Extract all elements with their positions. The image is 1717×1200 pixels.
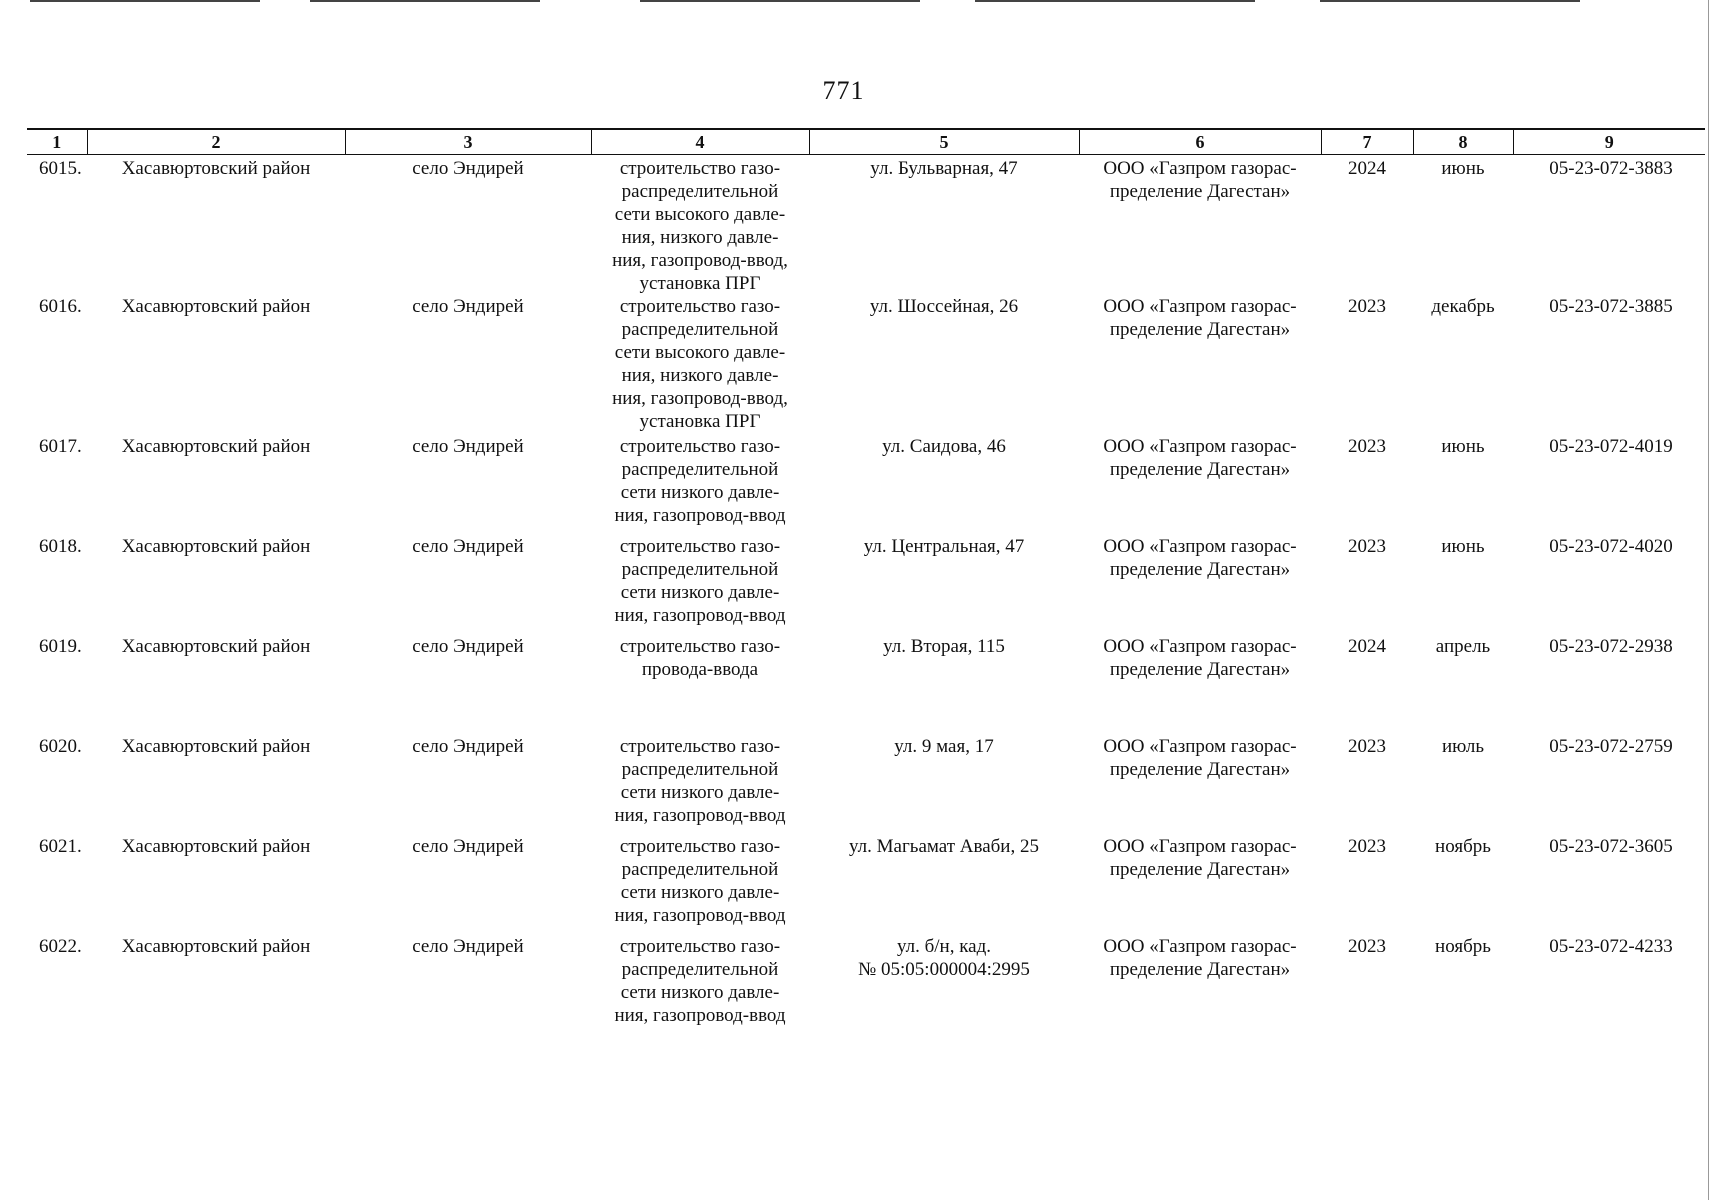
row-number: 6015.: [39, 158, 82, 179]
column-header: 1: [27, 129, 87, 155]
organization-cell: ООО «Газпром газорас- пределение Дагестан»: [1103, 836, 1297, 880]
district-cell: Хасавюртовский район: [121, 296, 311, 317]
column-header: 8: [1413, 129, 1513, 155]
year-cell: 2023: [1348, 436, 1386, 457]
table-row: [27, 155, 1705, 296]
district-cell: Хасавюртовский район: [121, 436, 311, 457]
month-cell: июнь: [1441, 436, 1485, 457]
scan-edge-mark: [310, 0, 540, 2]
code-cell: 05-23-072-4020: [1549, 536, 1673, 557]
address-cell: ул. Бульварная, 47: [870, 158, 1018, 179]
code-cell: 05-23-072-3883: [1549, 158, 1673, 179]
settlement-cell: село Эндирей: [412, 536, 524, 557]
description-cell: строительство газо- распределительной сети высокого давле- ния, низкого давле- ния, газопровод-ввод, установка ПРГ: [612, 296, 788, 432]
month-cell: декабрь: [1431, 296, 1495, 317]
settlement-cell: село Эндирей: [412, 636, 524, 657]
district-cell: Хасавюртовский район: [121, 158, 311, 179]
month-cell: июнь: [1441, 158, 1485, 179]
district-cell: Хасавюртовский район: [121, 636, 311, 657]
table-row: [27, 635, 1705, 735]
row-number: 6021.: [39, 836, 82, 857]
description-cell: строительство газо- распределительной сети низкого давле- ния, газопровод-ввод: [614, 436, 786, 526]
settlement-cell: село Эндирей: [412, 736, 524, 757]
district-cell: Хасавюртовский район: [121, 736, 311, 757]
column-header: 5: [809, 129, 1079, 155]
description-cell: строительство газо- распределительной сети низкого давле- ния, газопровод-ввод: [614, 536, 786, 626]
code-cell: 05-23-072-2759: [1549, 736, 1673, 757]
description-cell: строительство газо- распределительной сети низкого давле- ния, газопровод-ввод: [614, 936, 786, 1026]
table-row: [27, 295, 1705, 435]
column-header: 6: [1079, 129, 1321, 155]
row-number: 6016.: [39, 296, 82, 317]
code-cell: 05-23-072-4019: [1549, 436, 1673, 457]
table-row: [27, 735, 1705, 835]
code-cell: 05-23-072-4233: [1549, 936, 1673, 957]
address-cell: ул. 9 мая, 17: [894, 736, 994, 757]
district-cell: Хасавюртовский район: [121, 836, 311, 857]
settlement-cell: село Эндирей: [412, 936, 524, 957]
scan-right-edge: [1708, 0, 1709, 1200]
year-cell: 2023: [1348, 736, 1386, 757]
description-cell: строительство газо- распределительной сети низкого давле- ния, газопровод-ввод: [614, 836, 786, 926]
code-cell: 05-23-072-3605: [1549, 836, 1673, 857]
scan-edge-mark: [640, 0, 920, 2]
year-cell: 2024: [1348, 158, 1386, 179]
code-cell: 05-23-072-2938: [1549, 636, 1673, 657]
row-number: 6017.: [39, 436, 82, 457]
address-cell: ул. Шоссейная, 26: [869, 296, 1019, 317]
code-cell: 05-23-072-3885: [1549, 296, 1673, 317]
row-number: 6022.: [39, 936, 82, 957]
month-cell: июль: [1441, 736, 1485, 757]
year-cell: 2024: [1348, 636, 1386, 657]
year-cell: 2023: [1348, 936, 1386, 957]
organization-cell: ООО «Газпром газорас- пределение Дагестан»: [1103, 296, 1297, 340]
address-cell: ул. Вторая, 115: [883, 636, 1005, 657]
scan-edge-mark: [1320, 0, 1580, 2]
district-cell: Хасавюртовский район: [121, 936, 311, 957]
scan-edge-mark: [975, 0, 1255, 2]
table-row: [27, 935, 1705, 1035]
year-cell: 2023: [1348, 296, 1386, 317]
month-cell: апрель: [1435, 636, 1491, 657]
registry-table: [27, 128, 1705, 1035]
organization-cell: ООО «Газпром газорас- пределение Дагестан»: [1103, 536, 1297, 580]
row-number: 6019.: [39, 636, 82, 657]
organization-cell: ООО «Газпром газорас- пределение Дагестан»: [1103, 436, 1297, 480]
address-cell: ул. Саидова, 46: [882, 436, 1006, 457]
column-header: 7: [1321, 129, 1413, 155]
column-header: 2: [87, 129, 345, 155]
settlement-cell: село Эндирей: [412, 158, 524, 179]
settlement-cell: село Эндирей: [412, 436, 524, 457]
organization-cell: ООО «Газпром газорас- пределение Дагестан»: [1103, 936, 1297, 980]
row-number: 6018.: [39, 536, 82, 557]
address-cell: ул. Центральная, 47: [863, 536, 1025, 557]
year-cell: 2023: [1348, 836, 1386, 857]
organization-cell: ООО «Газпром газорас- пределение Дагестан»: [1103, 736, 1297, 780]
description-cell: строительство газо- провода-ввода: [619, 636, 781, 680]
column-header: 9: [1513, 129, 1705, 155]
address-cell: ул. Магьамат Аваби, 25: [849, 836, 1039, 857]
scan-edge-mark: [30, 0, 260, 2]
description-cell: строительство газо- распределительной сети низкого давле- ния, газопровод-ввод: [614, 736, 786, 826]
address-cell: ул. б/н, кад. № 05:05:000004:2995: [858, 936, 1030, 980]
settlement-cell: село Эндирей: [412, 296, 524, 317]
district-cell: Хасавюртовский район: [121, 536, 311, 557]
month-cell: июнь: [1441, 536, 1485, 557]
month-cell: ноябрь: [1435, 836, 1491, 857]
column-header: 4: [591, 129, 809, 155]
organization-cell: ООО «Газпром газорас- пределение Дагестан»: [1103, 636, 1297, 680]
organization-cell: ООО «Газпром газорас- пределение Дагестан»: [1103, 158, 1297, 202]
table-row: [27, 435, 1705, 535]
column-header: 3: [345, 129, 591, 155]
table-row: [27, 835, 1705, 935]
description-cell: строительство газо- распределительной сети высокого давле- ния, низкого давле- ния, газопровод-ввод, установка ПРГ: [612, 158, 788, 294]
header-row: [27, 129, 1705, 155]
settlement-cell: село Эндирей: [412, 836, 524, 857]
table-row: [27, 535, 1705, 635]
page-number: 771: [822, 76, 865, 105]
year-cell: 2023: [1348, 536, 1386, 557]
month-cell: ноябрь: [1435, 936, 1491, 957]
row-number: 6020.: [39, 736, 82, 757]
